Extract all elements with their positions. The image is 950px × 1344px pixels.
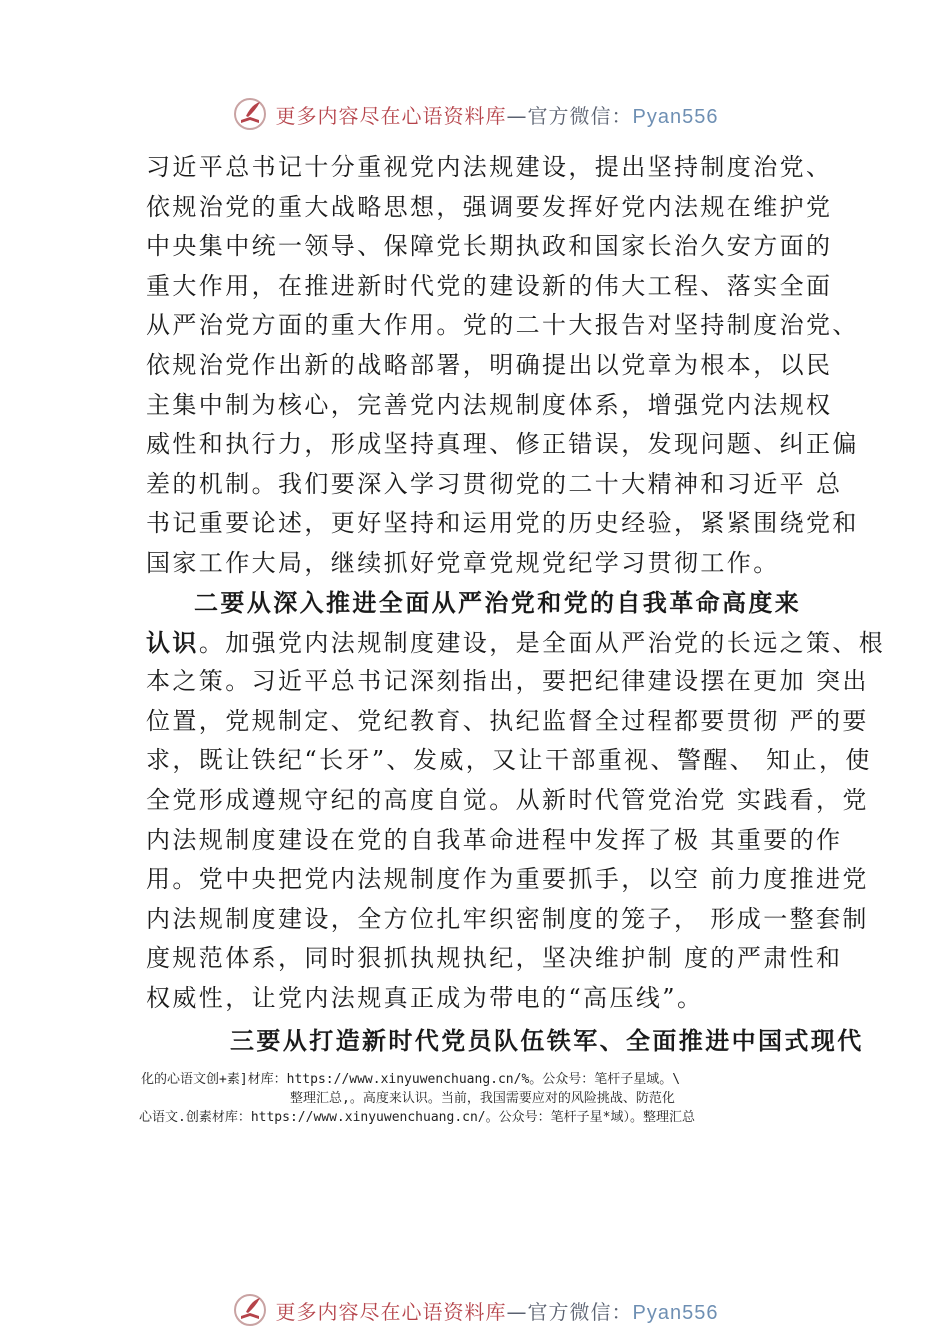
section-heading-2-tail: 认识 (146, 627, 199, 657)
text-line: 国家工作大局，继续抓好党章党规党纪学习贯彻工作。 (146, 548, 780, 577)
text-line: 用。党中央把党内法规制度作为重要抓手，以空 前力度推进党 (146, 865, 869, 894)
text-span: 。加强党内法规制度建设，是全面从严治党的长远之策、根 (198, 628, 886, 657)
text-line (146, 623, 886, 663)
text-line: 本之策。习近平总书记深刻指出，要把纪律建设摆在更加 突出 (146, 667, 869, 696)
footer-line: 心语文.创素材库：https://www.xinyuwenchuang.cn/。公众号：笔杆子星*域）。整理汇总 (139, 1110, 695, 1125)
footer-watermark-text (0, 1070, 950, 1127)
text-line: 内法规制度建设在党的自我革命进程中发挥了极 其重要的作 (146, 825, 843, 854)
text-line: 位置，党规制定、党纪教育、执纪监督全过程都要贯彻 严的要 (146, 706, 869, 735)
text-line: 全党形成遵规守纪的高度自觉。从新时代管党治党 实践看，党 (146, 785, 869, 814)
text-line: 度规范体系，同时狠抓执规执纪，坚决维护制 度的严肃性和 (146, 944, 843, 973)
text-line: 内法规制度建设，全方位扎牢织密制度的笼子， 形成一整套制 (146, 904, 869, 933)
paragraph-2 (146, 583, 886, 1019)
text-line: 主集中制为核心，完善党内法规制度体系，增强党内法规权 (146, 390, 833, 419)
header-banner (0, 94, 950, 134)
text-line: 从严治党方面的重大作用。党的二十大报告对坚持制度治党、 (146, 311, 859, 340)
banner-wechat-label: 官方微信： (527, 103, 633, 128)
banner-text (276, 1296, 719, 1325)
text-line: 习近平总书记十分重视党内法规建设，提出坚持制度治党、 (146, 153, 833, 181)
text-line: 依规治党的重大战略思想，强调要发挥好党内法规在维护党 (146, 192, 833, 221)
text-line: 重大作用，在推进新时代党的建设新的伟大工程、落实全面 (146, 271, 833, 300)
paragraph-3 (146, 1021, 864, 1061)
paragraph-1 (146, 148, 859, 584)
text-line: 依规治党作出新的战略部署，明确提出以党章为根本，以民 (146, 350, 833, 379)
footer-line: 化的心语文创+素]材库：https://www.xinyuwenchuang.cn/%。公众号：笔杆子星域。\ (141, 1072, 681, 1087)
banner-main: 更多内容尽在心语资料库 (275, 103, 507, 128)
text-line: 权威性，让党内法规真正成为带电的“高压线”。 (146, 983, 704, 1012)
banner-text (276, 100, 719, 129)
text-line: 书记重要论述，更好坚持和运用党的历史经验，紧紧围绕党和 (146, 509, 859, 538)
book-quill-icon (232, 96, 268, 132)
book-quill-icon (232, 1292, 268, 1328)
banner-main: 更多内容尽在心语资料库 (275, 1299, 507, 1324)
banner-wechat-label: 官方微信： (527, 1299, 633, 1324)
footer-banner (0, 1290, 950, 1330)
footer-line: 整理汇总,。高度来认识。当前，我国需要应对的风险挑战、防范化 (290, 1091, 675, 1106)
text-line: 差的机制。我们要深入学习贯彻党的二十大精神和习近平 总 (146, 469, 843, 498)
banner-dash: — (506, 103, 528, 128)
banner-wechat-id: Pyan556 (632, 1301, 719, 1324)
section-heading-2: 二要从深入推进全面从严治党和党的自我革命高度来 (194, 588, 802, 617)
banner-dash: — (506, 1299, 528, 1324)
text-line: 威性和执行力，形成坚持真理、修正错误，发现问题、纠正偏 (146, 430, 859, 459)
text-line: 求，既让铁纪“长牙”、发威，又让干部重视、警醒、 知止，使 (146, 746, 872, 775)
section-heading-3: 三要从打造新时代党员队伍铁军、全面推进中国式现代 (230, 1026, 864, 1055)
banner-wechat-id: Pyan556 (632, 105, 719, 128)
text-line: 中央集中统一领导、保障党长期执政和国家长治久安方面的 (146, 232, 833, 261)
